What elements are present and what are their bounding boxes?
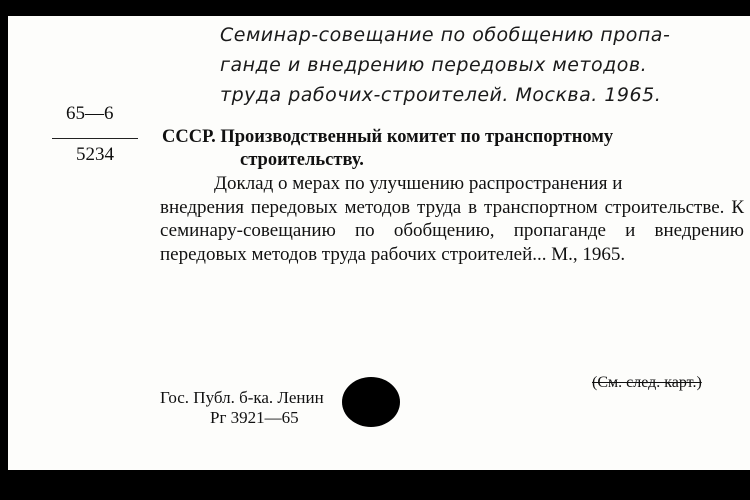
body-line-1: Доклад о мерах по улучшению распространения и <box>214 173 623 194</box>
entry-heading <box>162 126 742 172</box>
scan-border <box>0 470 750 500</box>
entry-body <box>160 172 744 266</box>
library-stamp: Гос. Публ. б-ка. Ленин <box>160 388 324 407</box>
call-number-bottom: 5234 <box>76 144 114 165</box>
handwritten-line-1: Семинар-совещание по обобщению пропа- <box>220 24 671 46</box>
see-next-card-note: (См. след. карт.) <box>592 374 702 391</box>
handwritten-line-3: труда рабочих-строителей. Москва. 1965. <box>220 84 662 106</box>
card-punch-hole <box>342 377 400 427</box>
author-line-2: строительству. <box>240 150 364 170</box>
call-number-divider <box>52 138 138 139</box>
handwritten-note <box>220 20 740 110</box>
body-rest: внедрения передовых методов труда в транспортном строительстве. К семинару-совещанию по обобщению, пропаганде и внедрению передовых методов труда рабочих строителей... М., 1965. <box>160 196 744 265</box>
handwritten-line-2: ганде и внедрению передовых методов. <box>220 54 648 76</box>
call-number-top: 65—6 <box>66 103 114 124</box>
author-line-1: СССР. Производственный комитет по транспортному <box>162 127 614 147</box>
library-code: Рг 3921—65 <box>210 408 299 427</box>
